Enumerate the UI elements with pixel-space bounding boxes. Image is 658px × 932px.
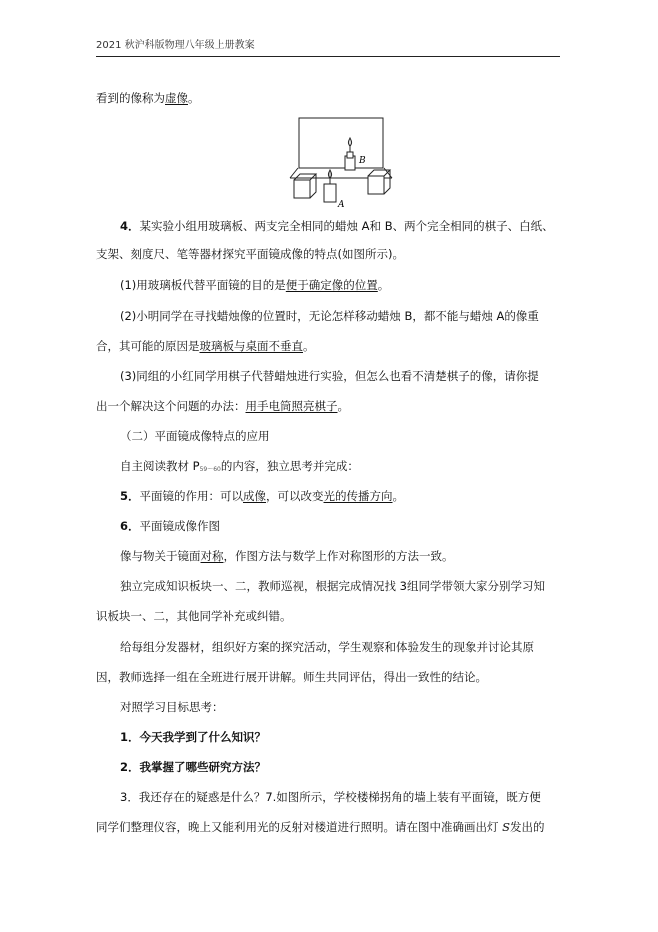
- lamp-label-s: S: [502, 820, 511, 834]
- q5-line: 5．平面镜的作用：可以成像，可以改变光的传播方向。: [120, 489, 405, 503]
- q4-line2: 支架、刻度尺、笔等器材探究平面镜成像的特点(如图所示)。: [96, 247, 404, 261]
- para1-line2: 识板块一、二，其他同学补充或纠错。: [96, 609, 292, 623]
- q4-part1-answer: 便于确定像的位置: [285, 278, 378, 292]
- reflect-item3-line2: 同学们整理仪容，晚上又能利用光的反射对楼道进行照明。请在图中准确画出灯 S发出的: [96, 820, 545, 834]
- header-divider: [96, 56, 560, 57]
- q4-part3-line2: 出一个解决这个问题的办法：用手电筒照亮棋子。: [96, 399, 349, 413]
- q5-answer1: 成像: [243, 489, 267, 503]
- page-range: 59～60: [199, 466, 221, 473]
- section-title: （二）平面镜成像特点的应用: [120, 429, 270, 443]
- q4-part2-line1: (2)小明同学在寻找蜡烛像的位置时，无论怎样移动蜡烛 B，都不能与蜡烛 A的像重: [120, 309, 539, 323]
- candle-b: [345, 138, 355, 170]
- reflect-item3-line1: 3．我还存在的疑惑是什么？7.如图所示，学校楼梯拐角的墙上装有平面镜，既方便: [120, 790, 541, 804]
- experiment-figure: [268, 112, 408, 208]
- candle-a: [324, 170, 336, 202]
- label-a: A: [338, 200, 345, 208]
- q5-answer2: 光的传播方向: [323, 489, 393, 503]
- reflect-title: 对照学习目标思考：: [120, 700, 224, 714]
- q4-part1: (1)用玻璃板代替平面镜的目的是便于确定像的位置。: [120, 278, 390, 292]
- q4-line1: 4．某实验小组用玻璃板、两支完全相同的蜡烛 A和 B、两个完全相同的棋子、白纸、: [120, 219, 554, 233]
- symmetry-answer: 对称: [200, 549, 224, 563]
- glass-plate: [299, 118, 383, 168]
- q4-part2-answer: 玻璃板与桌面不垂直: [199, 339, 303, 353]
- reflect-item1: 1．今天我学到了什么知识？: [120, 730, 267, 744]
- intro-answer: 虚像: [165, 91, 188, 105]
- q4-part3-line1: (3)同组的小红同学用棋子代替蜡烛进行实验，但怎么也看不清楚棋子的像，请你提: [120, 369, 539, 383]
- q4-number: 4．: [120, 219, 140, 233]
- para2-line2: 因，教师选择一组在全班进行展开讲解。师生共同评估，得出一致性的结论。: [96, 670, 487, 684]
- q6-line: 6．平面镜成像作图: [120, 519, 221, 533]
- page-header: 2021 秋沪科版物理八年级上册教案: [96, 40, 255, 51]
- intro-line: 看到的像称为虚像。: [96, 91, 200, 105]
- q6-number: 6．: [120, 519, 140, 533]
- symmetry-line: 像与物关于镜面对称，作图方法与数学上作对称图形的方法一致。: [120, 549, 454, 563]
- reflect-item2: 2．我掌握了哪些研究方法？: [120, 760, 267, 774]
- intro-text: 看到的像称为: [96, 91, 165, 105]
- para1-line1: 独立完成知识板块一、二，教师巡视，根据完成情况找 3组同学带领大家分别学习知: [120, 579, 545, 593]
- q4-part3-answer: 用手电筒照亮棋子: [245, 399, 338, 413]
- reading-line: 自主阅读教材 $P_{59\sim 60}$的内容，独立思考并完成：: [120, 459, 359, 473]
- q4-part2-line2: 合，其可能的原因是玻璃板与桌面不垂直。: [96, 339, 315, 353]
- label-b: B: [359, 156, 366, 166]
- q5-number: 5．: [120, 489, 140, 503]
- para2-line1: 给每组分发器材，组织好方案的探究活动，学生观察和体验发生的现象并讨论其原: [120, 640, 534, 654]
- support-block-right: [368, 170, 390, 194]
